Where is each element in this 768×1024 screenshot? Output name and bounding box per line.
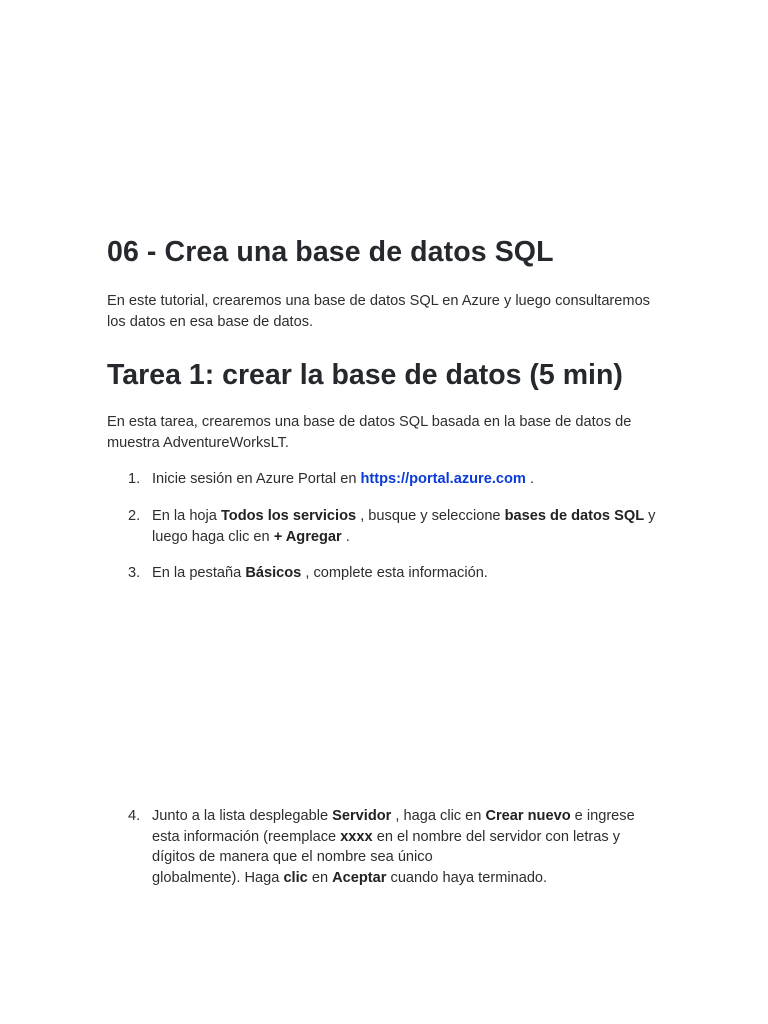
- create-new-label: Crear nuevo: [485, 808, 571, 824]
- step-number: 4.: [128, 808, 141, 824]
- intro-paragraph: En este tutorial, crearemos una base de datos SQL en Azure y luego consultaremos los datos en esa base de datos.: [107, 293, 650, 330]
- step-text: En la pestaña Básicos , complete esta información.: [152, 565, 488, 581]
- basics-tab-label: Básicos: [245, 565, 302, 581]
- all-services-label: Todos los servicios: [220, 508, 357, 524]
- step-text: Inicie sesión en Azure Portal en https://portal.azure.com .: [152, 471, 535, 487]
- sql-databases-label: bases de datos SQL: [504, 508, 645, 524]
- task-intro-paragraph: En esta tarea, crearemos una base de datos SQL basada en la base de datos de muestra AdventureWorksLT.: [107, 414, 632, 451]
- azure-portal-link[interactable]: https://portal.azure.com: [360, 471, 526, 487]
- step-text: En la hoja Todos los servicios , busque y seleccione bases de datos SQL y luego haga clic en + Agregar .: [152, 508, 656, 545]
- xxxx-label: xxxx: [340, 828, 373, 845]
- add-label: + Agregar: [273, 528, 342, 545]
- step-number: 1.: [128, 471, 141, 487]
- accept-label: Aceptar: [332, 869, 387, 886]
- step-number: 2.: [128, 508, 141, 524]
- page-title: 06 - Crea una base de datos SQL: [107, 236, 554, 268]
- task-heading: Tarea 1: crear la base de datos (5 min): [107, 359, 623, 391]
- server-label: Servidor: [332, 808, 392, 824]
- click-label: clic: [283, 869, 308, 886]
- step-text: Junto a la lista desplegable Servidor , haga clic en Crear nuevo e ingrese esta información (reemplace xxxx en el nombre del servidor con letras y dígitos de manera que el nombre sea único globalmente). Haga clic en Aceptar cuando haya terminado.: [152, 808, 635, 886]
- step-number: 3.: [128, 565, 141, 581]
